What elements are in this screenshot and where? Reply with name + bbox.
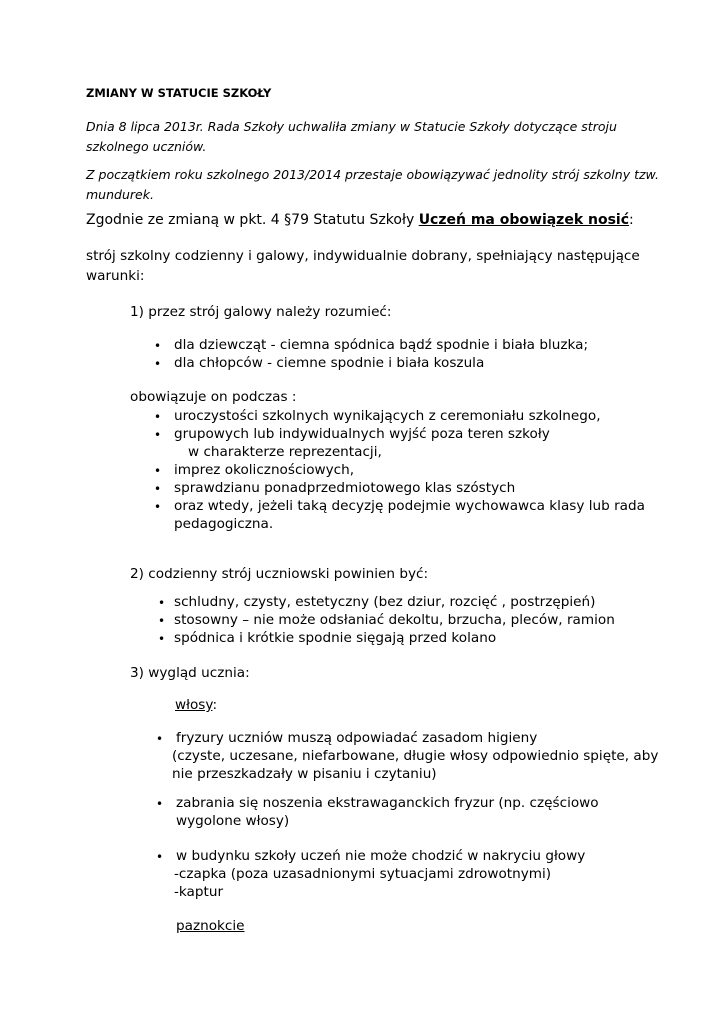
hair-item-3: w budynku szkoły uczeń nie może chodzić w nakryciu głowy bbox=[176, 848, 586, 864]
hair-label-text: włosy bbox=[175, 697, 213, 713]
hair-label bbox=[175, 697, 217, 713]
bullet-icon: • bbox=[154, 482, 162, 496]
occasion-item-2: grupowych lub indywidualnych wyjść poza teren szkoły bbox=[174, 426, 550, 442]
hair-item-3-cont-1: -czapka (poza uzasadnionymi sytuacjami zdrowotnymi) bbox=[174, 866, 552, 882]
bullet-icon: • bbox=[158, 614, 166, 628]
hair-item-1: fryzury uczniów muszą odpowiadać zasadom higieny bbox=[176, 730, 538, 746]
section2-heading: 2) codzienny strój uczniowski powinien być: bbox=[130, 566, 429, 582]
lead-line-1: strój szkolny codzienny i galowy, indywidualnie dobrany, spełniający następujące bbox=[86, 248, 640, 264]
rule-emphasis: Uczeń ma obowiązek nosić bbox=[418, 212, 630, 228]
intro-paragraph-1 bbox=[86, 117, 617, 157]
occasion-item-5: oraz wtedy, jeżeli taką decyzję podejmie wychowawca klasy lub rada bbox=[174, 498, 645, 514]
hair-item-1-cont-2: nie przeszkadzały w pisaniu i czytaniu) bbox=[172, 766, 437, 782]
occasion-item-1: uroczystości szkolnych wynikających z ceremoniału szkolnego, bbox=[174, 408, 601, 424]
occasion-item-2-cont: w charakterze reprezentacji, bbox=[188, 444, 382, 460]
section1-item-2: dla chłopców - ciemne spodnie i biała koszula bbox=[174, 355, 485, 371]
bullet-icon: • bbox=[158, 596, 166, 610]
intro-line-1: Dnia 8 lipca 2013r. Rada Szkoły uchwaliła zmiany w Statucie Szkoły dotyczące stroju bbox=[86, 119, 617, 134]
intro-line-4: mundurek. bbox=[86, 187, 154, 202]
bullet-icon: • bbox=[154, 339, 162, 353]
section1-heading: 1) przez strój galowy należy rozumieć: bbox=[130, 304, 392, 320]
section2-item-1: schludny, czysty, estetyczny (bez dziur, rozcięć , postrzępień) bbox=[174, 594, 596, 610]
rule-prefix: Zgodnie ze zmianą w pkt. 4 §79 Statutu Szkoły bbox=[86, 212, 419, 228]
bullet-icon: • bbox=[154, 464, 162, 478]
bullet-icon: • bbox=[156, 732, 164, 746]
hair-item-2-cont: wygolone włosy) bbox=[176, 813, 290, 829]
document-title: ZMIANY W STATUCIE SZKOŁY bbox=[86, 86, 272, 100]
section2-item-3: spódnica i krótkie spodnie sięgają przed kolano bbox=[174, 630, 497, 646]
bullet-icon: • bbox=[154, 410, 162, 424]
rule-suffix: : bbox=[629, 212, 634, 228]
bullet-icon: • bbox=[154, 357, 162, 371]
occasion-item-4: sprawdzianu ponadprzedmiotowego klas szóstych bbox=[174, 480, 516, 496]
bullet-icon: • bbox=[154, 428, 162, 442]
occasion-item-5-cont: pedagogiczna. bbox=[174, 516, 274, 532]
bullet-icon: • bbox=[156, 850, 164, 864]
bullet-icon: • bbox=[156, 797, 164, 811]
hair-item-3-cont-2: -kaptur bbox=[174, 884, 224, 900]
intro-line-2: szkolnego uczniów. bbox=[86, 139, 207, 154]
nails-label: paznokcie bbox=[176, 918, 245, 934]
intro-line-3: Z początkiem roku szkolnego 2013/2014 przestaje obowiązywać jednolity strój szkolny tzw. bbox=[86, 167, 659, 182]
intro-paragraph-2 bbox=[86, 165, 659, 205]
rule-statement bbox=[86, 212, 634, 228]
hair-item-2: zabrania się noszenia ekstrawaganckich fryzur (np. częściowo bbox=[176, 795, 599, 811]
occasion-item-3: imprez okolicznościowych, bbox=[174, 462, 355, 478]
lead-line-2: warunki: bbox=[86, 268, 145, 284]
bullet-icon: • bbox=[158, 632, 166, 646]
bullet-icon: • bbox=[154, 500, 162, 514]
hair-item-1-cont-1: (czyste, uczesane, niefarbowane, długie włosy odpowiednio spięte, aby bbox=[172, 748, 659, 764]
hair-label-colon: : bbox=[212, 697, 218, 713]
occasions-heading: obowiązuje on podczas : bbox=[130, 389, 297, 405]
section2-item-2: stosowny – nie może odsłaniać dekoltu, brzucha, pleców, ramion bbox=[174, 612, 615, 628]
section3-heading: 3) wygląd ucznia: bbox=[130, 665, 250, 681]
section1-item-1: dla dziewcząt - ciemna spódnica bądź spodnie i biała bluzka; bbox=[174, 337, 589, 353]
